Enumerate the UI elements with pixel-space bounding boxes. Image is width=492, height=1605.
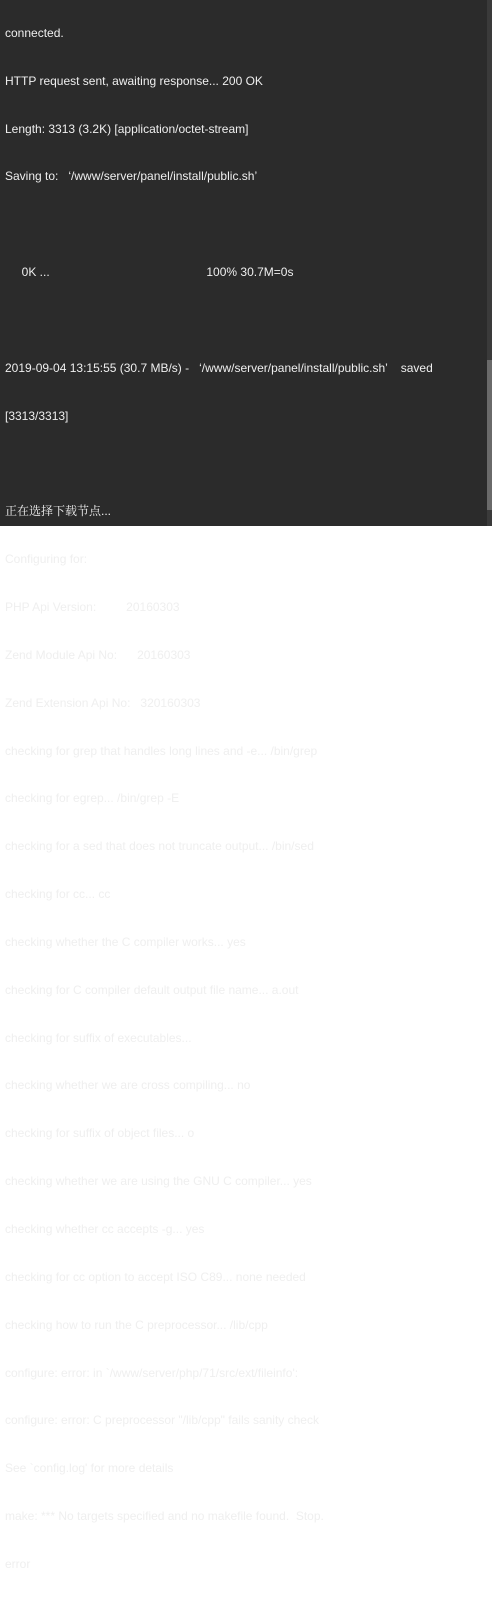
terminal-line: Zend Module Api No: 20160303 xyxy=(5,647,191,662)
terminal-line: 0K ... 100% 30.7M=0s xyxy=(5,265,294,280)
terminal-line: checking for a sed that does not truncate output... /bin/sed xyxy=(5,839,314,854)
terminal-line: HTTP request sent, awaiting response... 200 OK xyxy=(5,73,263,88)
terminal-line: checking for grep that handles long lines and -e... /bin/grep xyxy=(5,743,318,758)
terminal-line: checking whether we are cross compiling... no xyxy=(5,1078,251,1093)
terminal-line: checking for suffix of executables... xyxy=(5,1030,192,1045)
terminal-scrollbar[interactable] xyxy=(487,0,492,526)
terminal-line: checking for egrep... /bin/grep -E xyxy=(5,791,180,806)
terminal-line: configure: error: in `/www/server/php/71/src/ext/fileinfo': xyxy=(5,1365,299,1380)
terminal-line: 正在选择下载节点... xyxy=(5,504,112,519)
terminal-line: Length: 3313 (3.2K) [application/octet-stream] xyxy=(5,121,249,136)
terminal-line: checking for cc option to accept ISO C89... none needed xyxy=(5,1269,306,1284)
terminal-line: checking how to run the C preprocessor... /lib/cpp xyxy=(5,1317,268,1332)
terminal-line xyxy=(5,313,485,329)
scrollbar-thumb[interactable] xyxy=(487,360,492,510)
terminal-output xyxy=(5,0,485,1605)
terminal-line: configure: error: C preprocessor "/lib/cpp" fails sanity check xyxy=(5,1413,319,1428)
terminal-line: checking for C compiler default output file name... a.out xyxy=(5,982,299,997)
terminal-line xyxy=(5,457,485,473)
terminal-line: connected. xyxy=(5,25,64,40)
terminal-line xyxy=(5,217,485,233)
terminal-line: 2019-09-04 13:15:55 (30.7 MB/s) - ‘/www/server/panel/install/public.sh’ saved xyxy=(5,360,433,375)
terminal-line: checking whether we are using the GNU C compiler... yes xyxy=(5,1174,312,1189)
terminal-line: Saving to: ‘/www/server/panel/install/public.sh’ xyxy=(5,169,258,184)
terminal-line: PHP Api Version: 20160303 xyxy=(5,600,180,615)
terminal-line: make: *** No targets specified and no makefile found. Stop. xyxy=(5,1509,324,1524)
terminal-line: error xyxy=(5,1556,31,1571)
terminal-line: Zend Extension Api No: 320160303 xyxy=(5,695,201,710)
terminal-line: checking for cc... cc xyxy=(5,887,111,902)
terminal-line: Configuring for: xyxy=(5,552,88,567)
terminal-line: checking whether the C compiler works... yes xyxy=(5,934,246,949)
terminal-line: See `config.log' for more details xyxy=(5,1461,174,1476)
terminal-line: [3313/3313] xyxy=(5,408,69,423)
terminal-line: checking whether cc accepts -g... yes xyxy=(5,1222,205,1236)
terminal-line: checking for suffix of object files... o xyxy=(5,1126,195,1141)
